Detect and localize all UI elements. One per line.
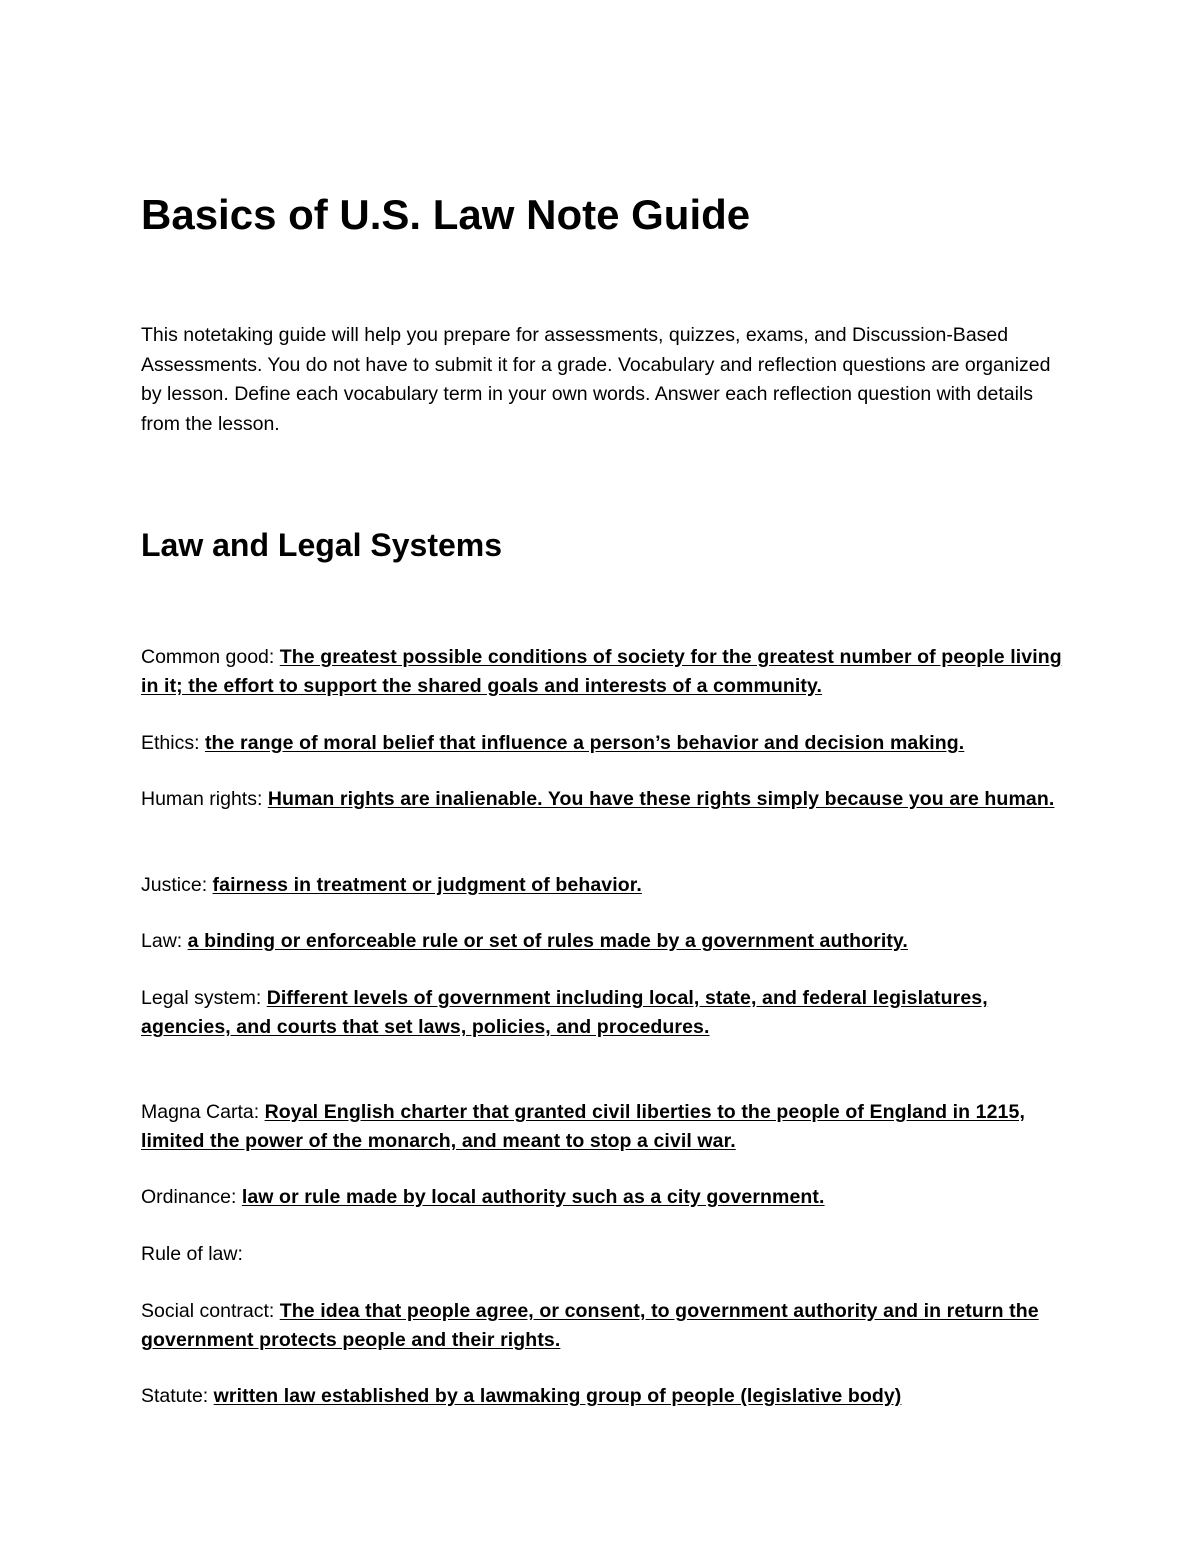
document-title: Basics of U.S. Law Note Guide (141, 191, 751, 238)
term-definition: fairness in treatment or judgment of behavior. (212, 874, 642, 896)
term-definition: Human rights are inalienable. You have these rights simply because you are human. (267, 788, 1055, 810)
term-label: Legal system: (141, 987, 262, 1009)
section-heading: Law and Legal Systems (141, 527, 503, 563)
term-label: Human rights: (141, 788, 263, 810)
term-legal-system (141, 984, 1071, 1042)
term-definition: The greatest possible conditions of society for the greatest number of people living in it; the effort to support the shared goals and interests of a community. (141, 646, 1062, 697)
term-label: Magna Carta: (141, 1101, 260, 1123)
term-justice (141, 871, 1071, 900)
term-label: Ordinance: (141, 1186, 237, 1208)
term-label: Statute: (141, 1385, 209, 1407)
term-label: Ethics: (141, 732, 200, 754)
term-law (141, 927, 1071, 956)
term-definition: Different levels of government including local, state, and federal legislatures, agencies, and courts that set laws, policies, and procedures. (141, 987, 988, 1038)
term-definition: a binding or enforceable rule or set of rules made by a government authority. (187, 930, 908, 952)
term-definition: law or rule made by local authority such as a city government. (241, 1186, 825, 1208)
term-definition: written law established by a lawmaking group of people (legislative body) (213, 1385, 902, 1407)
term-label: Social contract: (141, 1300, 275, 1322)
term-label: Justice: (141, 874, 208, 896)
term-ethics (141, 729, 1071, 758)
term-ordinance (141, 1183, 1071, 1212)
term-statute (141, 1382, 1071, 1411)
term-label: Law: (141, 930, 183, 952)
term-definition: Royal English charter that granted civil liberties to the people of England in 1215, limited the power of the monarch, and meant to stop a civil war. (141, 1101, 1025, 1152)
term-label: Rule of law: (141, 1243, 243, 1265)
term-magna-carta (141, 1098, 1071, 1156)
term-human-rights (141, 785, 1071, 814)
term-definition: the range of moral belief that influence a person’s behavior and decision making. (204, 732, 965, 754)
term-common-good (141, 643, 1071, 701)
term-social-contract (141, 1297, 1071, 1355)
term-rule-of-law (141, 1240, 1071, 1269)
term-label: Common good: (141, 646, 275, 668)
intro-paragraph: This notetaking guide will help you prepare for assessments, quizzes, exams, and Discussion-Based Assessments. You do not have to submit it for a grade. Vocabulary and reflection questions are organized by lesson. Define each vocabulary term in your own words. Answer each reflection question with details from the lesson. (141, 324, 1051, 435)
term-definition: The idea that people agree, or consent, to government authority and in return the government protects people and their rights. (141, 1300, 1039, 1351)
